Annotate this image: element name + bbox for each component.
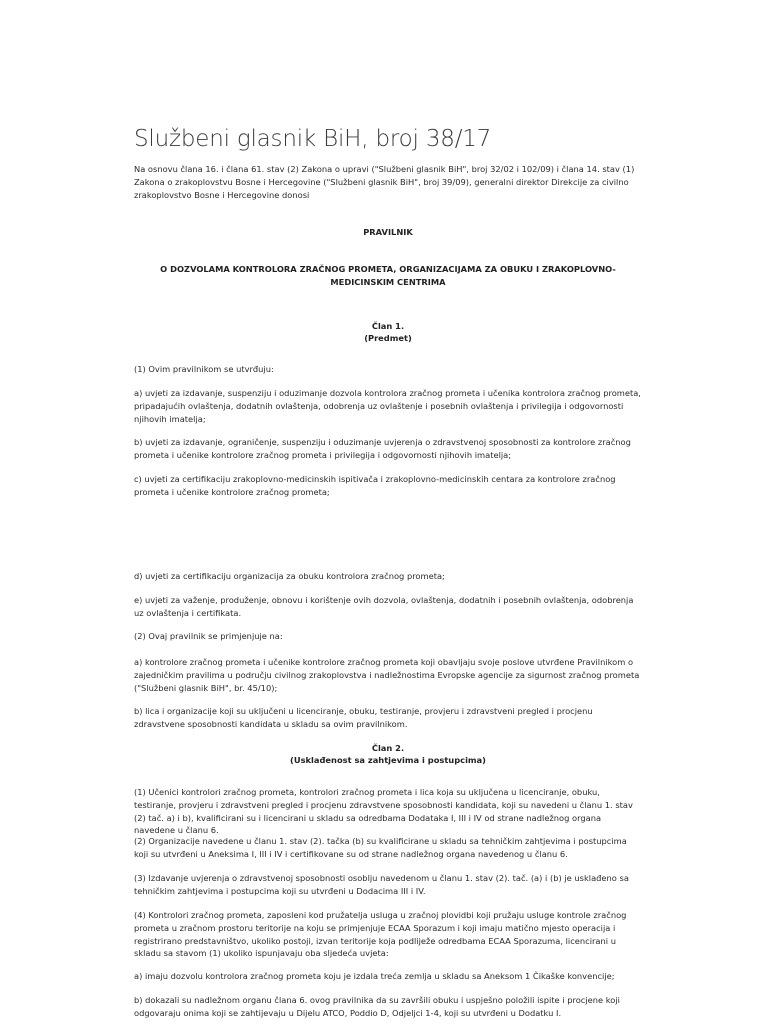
article-2-heading: Član 2. [371,743,405,753]
article-1-item-b: b) uvjeti za izdavanje, ograničenje, suspenziju i oduzimanje uvjerenja o zdravstvenoj sposobnosti za kontrolore zračnog prometa i učenike kontrolore zračnog prometa i privilegija i odgovornosti njihovih imatelja; [134,437,631,460]
article-1-para-2: (2) Ovaj pravilnik se primjenjuje na: [134,631,283,641]
intro-paragraph: Na osnovu člana 16. i člana 61. stav (2) Zakona o upravi ("Službeni glasnik BiH", broj 32/02 i 102/09) i člana 14. stav (1) Zakona o zrakoplovstvu Bosne i Hercegovine ("Službeni glasnik BiH", broj 39/09), generalni direktor Direkcije za civilno zrakoplovstvo Bosne i Hercegovine donosi [134,164,635,200]
doc-type-heading: PRAVILNIK [363,227,413,237]
article-2-subheading: (Usklađenost sa zahtjevima i postupcima) [290,755,486,765]
article-1-item-a: a) uvjeti za izdavanje, suspenziju i oduzimanje dozvola kontrolora zračnog prometa i učenika kontrolora zračnog prometa, pripadajućih ovlaštenja, dodatnih ovlaštenja, odobrenja uz ovlaštenje i posebnih ovlaštenja i privilegija i odgovornosti njihovih imatelja; [134,388,641,424]
doc-subject-heading: O DOZVOLAMA KONTROLORA ZRAČNOG PROMETA, ORGANIZACIJAMA ZA OBUKU I ZRAKOPLOVNO-MEDICINSKIM CENTRIMA [160,264,616,287]
article-1-item-a2: a) kontrolore zračnog prometa i učenike kontrolore zračnog prometa koji obavljaju svoje poslove utvrđene Pravilnikom o zajedničkim pravilima u području civilnog zrakoplovstva i nadležnostima Evropske agencije za sigurnost zračnog prometa ("Službeni glasnik BiH", br. 45/10); [134,657,640,693]
article-2-para-1: (1) Učenici kontrolori zračnog prometa, kontrolori zračnog prometa i lica koja su uključena u licenciranje, obuku, testiranje, provjeru i zdravstveni pregled i procjenu zdravstvene sposobnosti kandidata, koji su navedeni u članu 1. stav (2) tač. a) i b), kvalificirani su i licencirani u skladu sa odredbama Dodataka I, III i IV od strane nadležnog organa navedene u članu 6. [134,787,633,836]
article-1-para-1: (1) Ovim pravilnikom se utvrđuju: [134,364,274,374]
article-1-heading: Član 1. [371,321,405,331]
article-1-item-e: e) uvjeti za važenje, produženje, obnovu i korištenje ovih dozvola, ovlaštenja, dodatnih i posebnih ovlaštenja, odobrenja uz ovlaštenja i certifikata. [134,595,634,618]
article-2-item-b: b) dokazali su nadležnom organu člana 6. ovog pravilnika da su završili obuku i uspješno položili ispite i procjene koji odgovaraju onima koji se zahtijevaju u Dijelu ATCO, Poddio D, Odjeljci 1-4, koji su utvrđeni u Dodatku I. [134,995,620,1018]
article-1-item-c: c) uvjeti za certifikaciju zrakoplovno-medicinskih ispitivača i zrakoplovno-medicinskih centara za kontrolore zračnog prometa i učenike kontrolore zračnog prometa; [134,474,616,497]
article-1-item-b2: b) lica i organizacije koji su uključeni u licenciranje, obuku, testiranje, provjeru i zdravstveni pregled i procjenu zdravstvene sposobnosti kandidata u skladu sa ovim pravilnikom. [134,706,593,729]
article-1-subheading: (Predmet) [364,333,412,343]
article-1-item-d: d) uvjeti za certifikaciju organizacija za obuku kontrolora zračnog prometa; [134,571,445,581]
article-2-para-4: (4) Kontrolori zračnog prometa, zaposleni kod pružatelja usluga u zračnoj plovidbi koji pružaju usluge kontrole zračnog prometa u zračnom prostoru teritorije na koju se primjenjuje ECAA Sporazum i koji imaju matično mjesto operacija i registrirano predstavništvo, ukoliko postoji, izvan teritorije koja podliježe odredbama ECAA Sporazuma, licencirani u skladu sa stavom (1) ukoliko ispunjavaju oba sljedeća uvjeta: [134,910,627,959]
document-title: Službeni glasnik BiH, broj 38/17 [134,126,492,152]
article-2-para-3: (3) Izdavanje uvjerenja o zdravstvenoj sposobnosti osoblju navedenom u članu 1. stav (2). tač. (a) i (b) je usklađeno sa tehničkim zahtjevima i postupcima koji su utvrđeni u Dodacima III i IV. [134,873,629,896]
article-2-para-2: (2) Organizacije navedene u članu 1. stav (2). tačka (b) su kvalificirane u skladu sa tehničkim zahtjevima i postupcima koji su utvrđeni u Aneksima I, III i IV i certifikovane su od strane nadležnog organa navedenog u članu 6. [134,836,627,859]
article-2-item-a: a) imaju dozvolu kontrolora zračnog prometa koju je izdala treća zemlja u skladu sa Aneksom 1 Čikaške konvencije; [134,971,615,981]
